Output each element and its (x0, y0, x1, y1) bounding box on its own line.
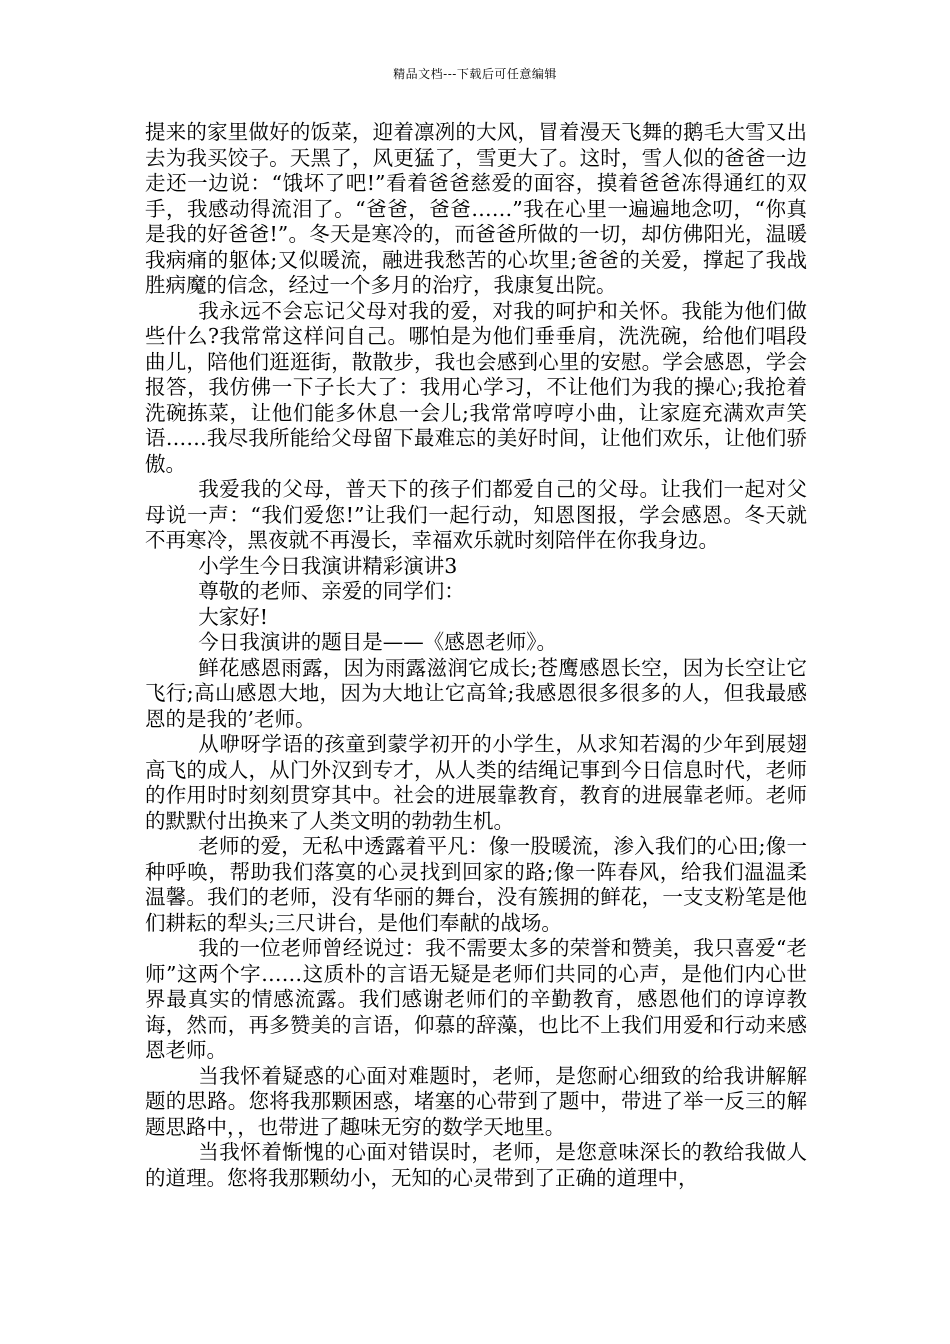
paragraph: 当我怀着惭愧的心面对错误时，老师，是您意味深长的教给我做人的道理。您将我那颗幼小，无知的心灵带到了正确的道理中， (145, 1140, 807, 1190)
paragraph: 我的一位老师曾经说过：我不需要太多的荣誉和赞美，我只喜爱“老师”这两个字……这质朴的言语无疑是老师们共同的心声，是他们内心世界最真实的情感流露。我们感谢老师们的辛勤教育，感恩他们的谆谆教诲，然而，再多赞美的言语，仰慕的辞藻，也比不上我们用爱和行动来感恩老师。 (145, 936, 807, 1062)
page-header: 精品文档---下载后可任意编辑 (393, 67, 557, 81)
speech-topic: 今日我演讲的题目是——《感恩老师》。 (198, 630, 558, 654)
salutation: 尊敬的老师、亲爱的同学们： (198, 579, 465, 603)
document-body (145, 120, 807, 1191)
paragraph: 当我怀着疑惑的心面对难题时，老师，是您耐心细致的给我讲解解题的思路。您将我那颗困惑，堵塞的心带到了题中，带进了举一反三的解题思路中，，也带进了趣味无穷的数学天地里。 (145, 1063, 807, 1139)
paragraph: 我爱我的父母，普天下的孩子们都爱自己的父母。让我们一起对父母说一声：“我们爱您!”让我们一起行动，知恩图报，学会感恩。冬天就不再寒冷，黑夜就不再漫长，幸福欢乐就时刻陪伴在你我身边。 (145, 477, 807, 552)
paragraph: 我永远不会忘记父母对我的爱，对我的呵护和关怀。我能为他们做些什么?我常常这样问自己。哪怕是为他们垂垂肩，洗洗碗，给他们唱段曲儿，陪他们逛逛街，散散步，我也会感到心里的安慰。学会感恩，学会报答，我仿佛一下子长大了：我用心学习，不让他们为我的操心;我抢着洗碗拣菜，让他们能多休息一会儿;我常常哼哼小曲，让家庭充满欢声笑语……我尽我所能给父母留下最难忘的美好时间，让他们欢乐，让他们骄傲。 (145, 298, 807, 476)
greeting: 大家好! (198, 604, 269, 629)
paragraph: 提来的家里做好的饭菜，迎着凛冽的大风，冒着漫天飞舞的鹅毛大雪又出去为我买饺子。天黑了，风更猛了，雪更大了。这时，雪人似的爸爸一边走还一边说：“饿坏了吧!”看着爸爸慈爱的面容，摸着爸爸冻得通红的双手，我感动得流泪了。“爸爸，爸爸……”我在心里一遍遍地念叨，“你真是我的好爸爸!”。冬天是寒冷的，而爸爸所做的一切，却仿佛阳光，温暖我病痛的躯体;又似暖流，融进我愁苦的心坎里;爸爸的关爱，撑起了我战胜病魔的信念，经过一个多月的治疗，我康复出院。 (145, 120, 807, 297)
paragraph: 老师的爱，无私中透露着平凡：像一股暖流，渗入我们的心田;像一种呼唤，帮助我们落寞的心灵找到回家的路;像一阵春风，给我们温温柔温馨。我们的老师，没有华丽的舞台，没有簇拥的鲜花，一支支粉笔是他们耕耘的犁头;三尺讲台，是他们奉献的战场。 (145, 834, 807, 935)
section-title: 小学生今日我演讲精彩演讲3 (198, 553, 458, 578)
paragraph: 从咿呀学语的孩童到蒙学初开的小学生，从求知若渴的少年到展翅高飞的成人，从门外汉到专才，从人类的结绳记事到今日信息时代，老师的作用时时刻刻贯穿其中。社会的进展靠教育，教育的进展靠老师。老师的默默付出换来了人类文明的勃勃生机。 (145, 732, 807, 833)
paragraph: 鲜花感恩雨露，因为雨露滋润它成长;苍鹰感恩长空，因为长空让它飞行;高山感恩大地，因为大地让它高耸;我感恩很多很多的人，但我最感恩的是我的’老师。 (145, 655, 807, 731)
